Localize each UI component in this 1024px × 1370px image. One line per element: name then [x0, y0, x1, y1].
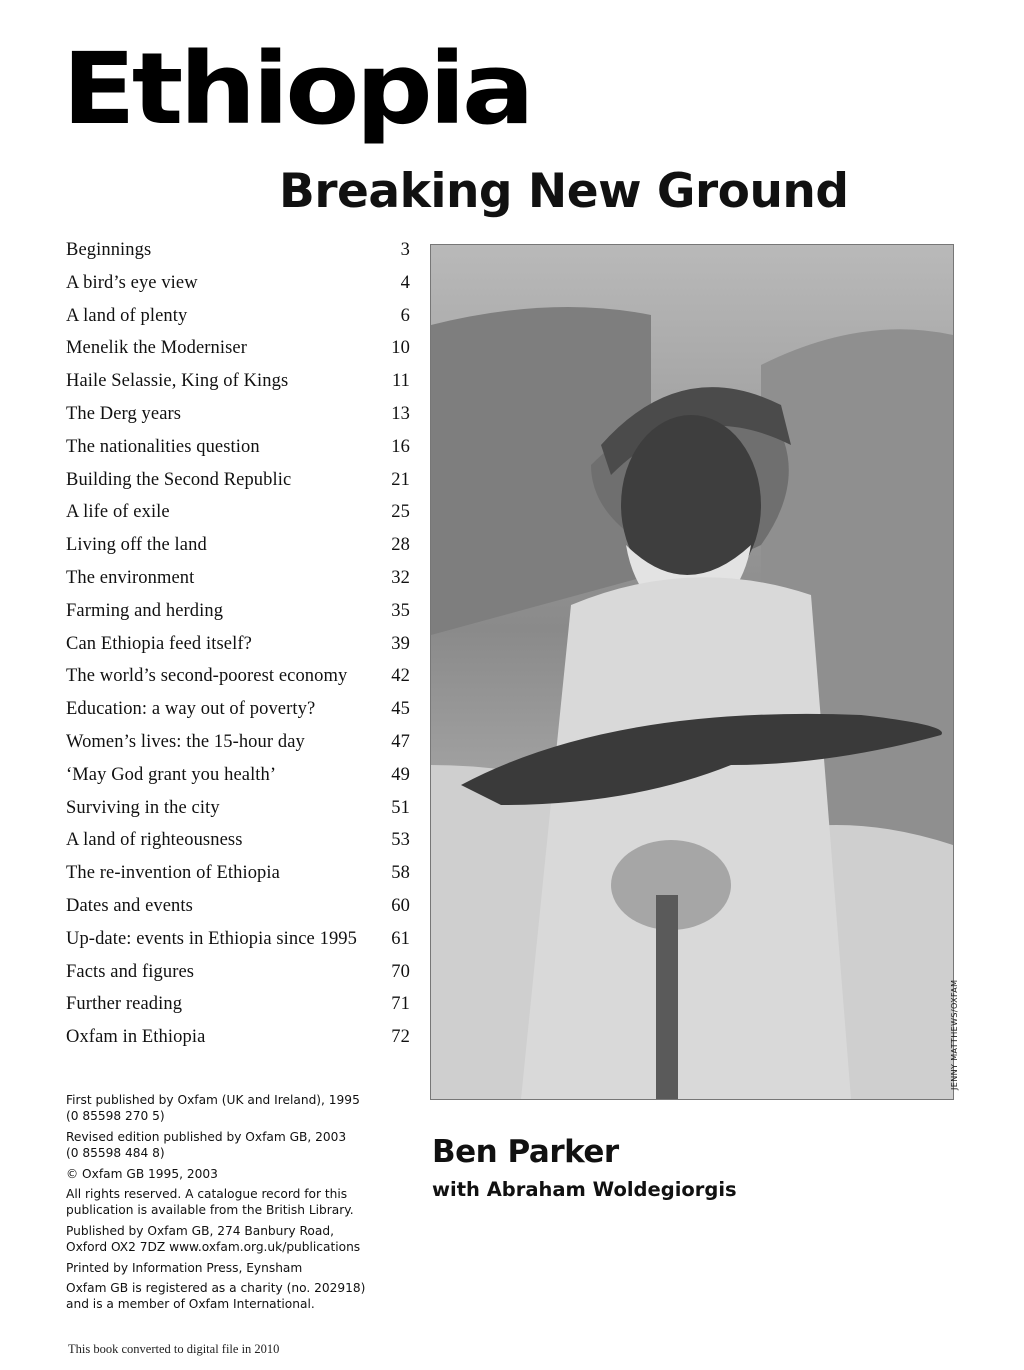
- toc-entry-title: Beginnings: [66, 240, 152, 260]
- cover-photo: [430, 244, 954, 1100]
- toc-entry-page: 47: [391, 731, 410, 752]
- toc-entry[interactable]: [66, 863, 410, 896]
- toc-entry[interactable]: [66, 535, 410, 568]
- toc-entry-title: Surviving in the city: [66, 797, 220, 818]
- toc-entry[interactable]: [66, 273, 410, 306]
- toc-entry[interactable]: [66, 404, 410, 437]
- toc-entry[interactable]: [66, 1027, 410, 1060]
- toc-entry[interactable]: [66, 699, 410, 732]
- photo-credit: JENNY MATTHEWS/OXFAM: [950, 979, 959, 1090]
- toc-entry-title: Building the Second Republic: [66, 469, 292, 490]
- toc-entry-page: 35: [391, 600, 410, 621]
- toc-entry-title: Menelik the Moderniser: [66, 338, 247, 359]
- toc-entry-title: The nationalities question: [66, 436, 260, 457]
- table-of-contents: [66, 240, 410, 1060]
- digitization-note: This book converted to digital file in 2010: [68, 1342, 280, 1356]
- toc-entry[interactable]: [66, 962, 410, 995]
- toc-entry-title: A bird’s eye view: [66, 272, 198, 293]
- toc-entry-page: 25: [391, 502, 410, 523]
- toc-entry-page: 10: [391, 338, 410, 359]
- toc-entry-title: The world’s second-poorest economy: [66, 666, 348, 687]
- toc-entry-page: 42: [391, 666, 410, 687]
- toc-entry-page: 53: [391, 830, 410, 851]
- toc-entry-page: 71: [391, 994, 410, 1015]
- rights-line1: All rights reserved. A catalogue record for this: [66, 1187, 348, 1202]
- toc-entry-title: Up-date: events in Ethiopia since 1995: [66, 928, 357, 949]
- toc-entry[interactable]: [66, 240, 410, 273]
- toc-entry-title: Oxfam in Ethiopia: [66, 1027, 206, 1048]
- toc-entry-page: 72: [391, 1027, 410, 1048]
- revised-edition-line2: (0 85598 484 8): [66, 1146, 165, 1161]
- toc-entry-page: 13: [391, 403, 410, 424]
- toc-entry-title: The environment: [66, 567, 195, 588]
- toc-entry-title: Facts and figures: [66, 961, 195, 982]
- toc-entry[interactable]: [66, 338, 410, 371]
- book-title: Ethiopia: [62, 31, 531, 147]
- rights-line2: publication is available from the British Library.: [66, 1203, 354, 1218]
- toc-entry-page: 4: [400, 272, 410, 293]
- toc-entry-title: The Derg years: [66, 403, 182, 424]
- printer-line: Printed by Information Press, Eynsham: [66, 1260, 303, 1275]
- toc-entry-page: 49: [391, 764, 410, 785]
- toc-entry-title: A land of plenty: [66, 305, 188, 326]
- revised-edition-line1: Revised edition published by Oxfam GB, 2003: [66, 1129, 347, 1144]
- toc-entry[interactable]: [66, 830, 410, 863]
- toc-entry-page: 70: [391, 961, 410, 982]
- toc-entry[interactable]: [66, 798, 410, 831]
- toc-entry-title: Dates and events: [66, 895, 193, 916]
- toc-entry-page: 6: [400, 305, 410, 326]
- toc-entry-page: 61: [391, 928, 410, 949]
- toc-entry[interactable]: [66, 437, 410, 470]
- toc-entry[interactable]: [66, 634, 410, 667]
- toc-entry-title: A life of exile: [66, 502, 170, 523]
- toc-entry[interactable]: [66, 732, 410, 765]
- toc-entry-page: 39: [391, 633, 410, 654]
- publication-details: [66, 1092, 416, 1317]
- toc-entry-title: A land of righteousness: [66, 830, 243, 851]
- toc-entry[interactable]: [66, 568, 410, 601]
- toc-entry[interactable]: [66, 994, 410, 1027]
- toc-entry-page: 58: [391, 863, 410, 884]
- toc-entry-title: Women’s lives: the 15-hour day: [66, 731, 305, 752]
- toc-entry[interactable]: [66, 601, 410, 634]
- toc-entry[interactable]: [66, 896, 410, 929]
- toc-entry-page: 45: [391, 699, 410, 720]
- toc-entry-title: Further reading: [66, 994, 183, 1015]
- toc-entry-page: 28: [391, 535, 410, 556]
- charity-line1: Oxfam GB is registered as a charity (no. 202918): [66, 1281, 366, 1296]
- toc-entry-title: The re-invention of Ethiopia: [66, 863, 280, 884]
- toc-entry-title: Education: a way out of poverty?: [66, 699, 316, 720]
- coauthor-name: with Abraham Woldegiorgis: [432, 1178, 737, 1201]
- toc-entry-page: 3: [400, 240, 410, 260]
- toc-entry-page: 11: [391, 371, 410, 392]
- first-published-line2: (0 85598 270 5): [66, 1109, 165, 1124]
- toc-entry-title: Haile Selassie, King of Kings: [66, 371, 289, 392]
- toc-entry-title: Living off the land: [66, 535, 207, 556]
- toc-entry-page: 60: [391, 895, 410, 916]
- toc-entry[interactable]: [66, 306, 410, 339]
- toc-entry-title: Can Ethiopia feed itself?: [66, 633, 252, 654]
- toc-entry[interactable]: [66, 502, 410, 535]
- toc-entry-page: 16: [391, 436, 410, 457]
- author-name: Ben Parker: [432, 1134, 619, 1170]
- first-published-line1: First published by Oxfam (UK and Ireland), 1995: [66, 1093, 360, 1107]
- toc-entry-title: Farming and herding: [66, 600, 224, 621]
- toc-entry-page: 32: [391, 567, 410, 588]
- copyright-line: © Oxfam GB 1995, 2003: [66, 1166, 218, 1181]
- toc-entry-page: 51: [391, 797, 410, 818]
- farmer-photo-illustration: [431, 245, 953, 1099]
- toc-entry[interactable]: [66, 666, 410, 699]
- toc-entry-title: ‘May God grant you health’: [66, 764, 277, 785]
- book-subtitle: Breaking New Ground: [279, 164, 849, 219]
- toc-entry[interactable]: [66, 929, 410, 962]
- toc-entry[interactable]: [66, 765, 410, 798]
- publisher-line1: Published by Oxfam GB, 274 Banbury Road,: [66, 1223, 334, 1238]
- toc-entry-page: 21: [391, 469, 410, 490]
- publisher-line2: Oxford OX2 7DZ www.oxfam.org.uk/publications: [66, 1240, 361, 1255]
- toc-entry[interactable]: [66, 371, 410, 404]
- toc-entry[interactable]: [66, 470, 410, 503]
- charity-line2: and is a member of Oxfam International.: [66, 1297, 315, 1312]
